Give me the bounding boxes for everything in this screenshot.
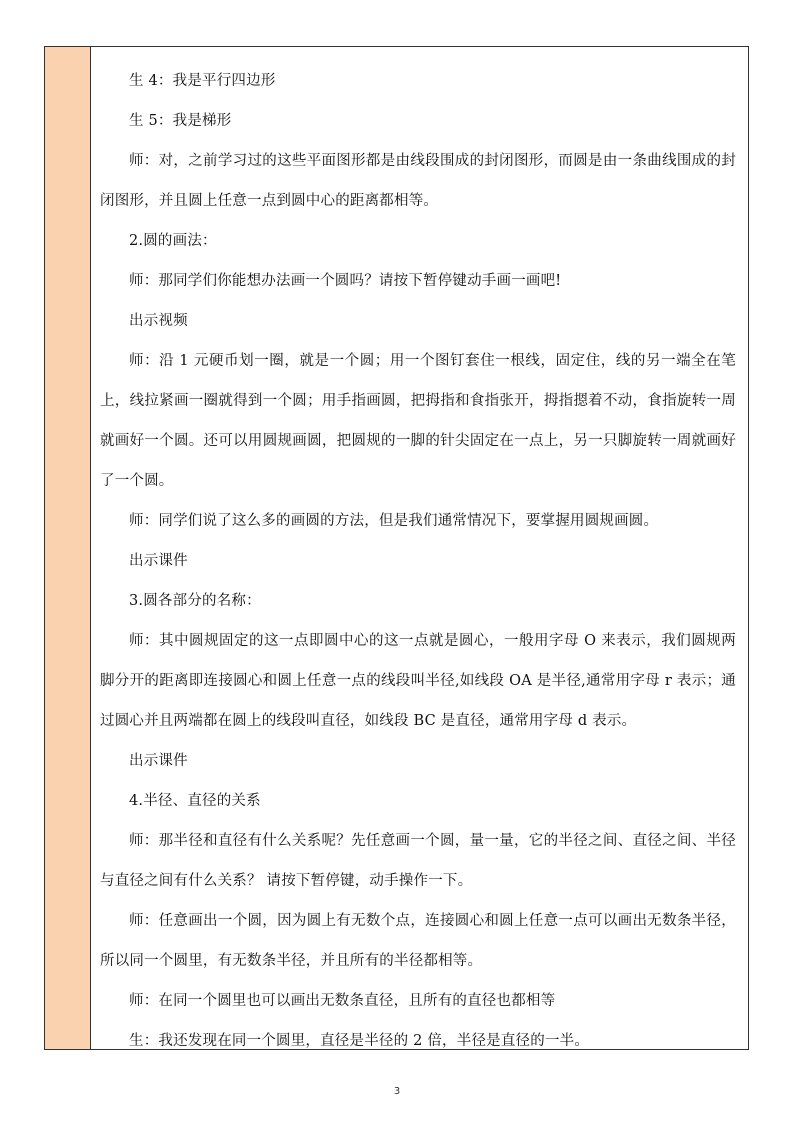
paragraph-student-4: 生 4：我是平行四边形 [129, 73, 276, 89]
section-heading-circle-parts: 3.圆各部分的名称： [129, 593, 261, 609]
paragraph-student-conclusion: 生：我还发现在同一个圆里，直径是半径的 2 倍，半径是直径的一半。 [129, 1033, 590, 1049]
page-number: 3 [393, 1086, 401, 1097]
section-heading-drawing-method: 2.圆的画法： [129, 233, 217, 249]
paragraph-teacher-infinite-radii: 师：任意画出一个圆，因为圆上有无数个点，连接圆心和圆上任意一点可以画出无数条半径，所以同一个圆里，有无数条半径，并且所有的半径都相等。 [100, 913, 736, 969]
paragraph-student-5: 生 5：我是梯形 [129, 113, 232, 129]
paragraph-teacher-compass: 师：同学们说了这么多的画圆的方法，但是我们通常情况下，要掌握用圆规画圆。 [129, 513, 659, 529]
section-heading-radius-diameter: 4.半径、直径的关系 [129, 793, 261, 809]
side-column [45, 47, 91, 1049]
paragraph-teacher-relationship-question: 师：那半径和直径有什么关系呢？先任意画一个圆，量一量，它的半径之间、直径之间、半径与直径之间有什么关系？ 请按下暂停键，动手操作一下。 [100, 833, 736, 889]
paragraph-teacher-draw-prompt: 师：那同学们你能想办法画一个圆吗？请按下暂停键动手画一画吧! [129, 273, 562, 289]
paragraph-show-slides-1: 出示课件 [129, 553, 188, 569]
lesson-table [44, 46, 749, 1050]
content-cell [91, 47, 748, 1049]
paragraph-teacher-infinite-diameters: 师：在同一个圆里也可以画出无数条直径，且所有的直径也都相等 [129, 993, 556, 1009]
paragraph-teacher-drawing-methods: 师：沿 1 元硬币划一圈，就是一个圆；用一个图钉套住一根线，固定住，线的另一端全在笔上，线拉紧画一圈就得到一个圆；用手指画圆，把拇指和食指张开，拇指摁着不动，食指旋转一周就画好一个圆。还可以用圆规画圆，把圆规的一脚的针尖固定在一点上，另一只脚旋转一周就画好了一个圆。 [100, 353, 736, 489]
paragraph-teacher-center-radius-diameter: 师：其中圆规固定的这一点即圆中心的这一点就是圆心，一般用字母 O 来表示，我们圆规两脚分开的距离即连接圆心和圆上任意一点的线段叫半径,如线段 OA 是半径,通常用字母 r 表示；通过圆心并且两端都在圆上的线段叫直径，如线段 BC 是直径，通常用字母 d 表示。 [100, 633, 736, 729]
paragraph-show-slides-2: 出示课件 [129, 753, 188, 769]
paragraph-teacher-closed-figures: 师：对，之前学习过的这些平面图形都是由线段围成的封闭图形，而圆是由一条曲线围成的封闭图形，并且圆上任意一点到圆中心的距离都相等。 [100, 153, 736, 209]
paragraph-show-video: 出示视频 [129, 313, 188, 329]
